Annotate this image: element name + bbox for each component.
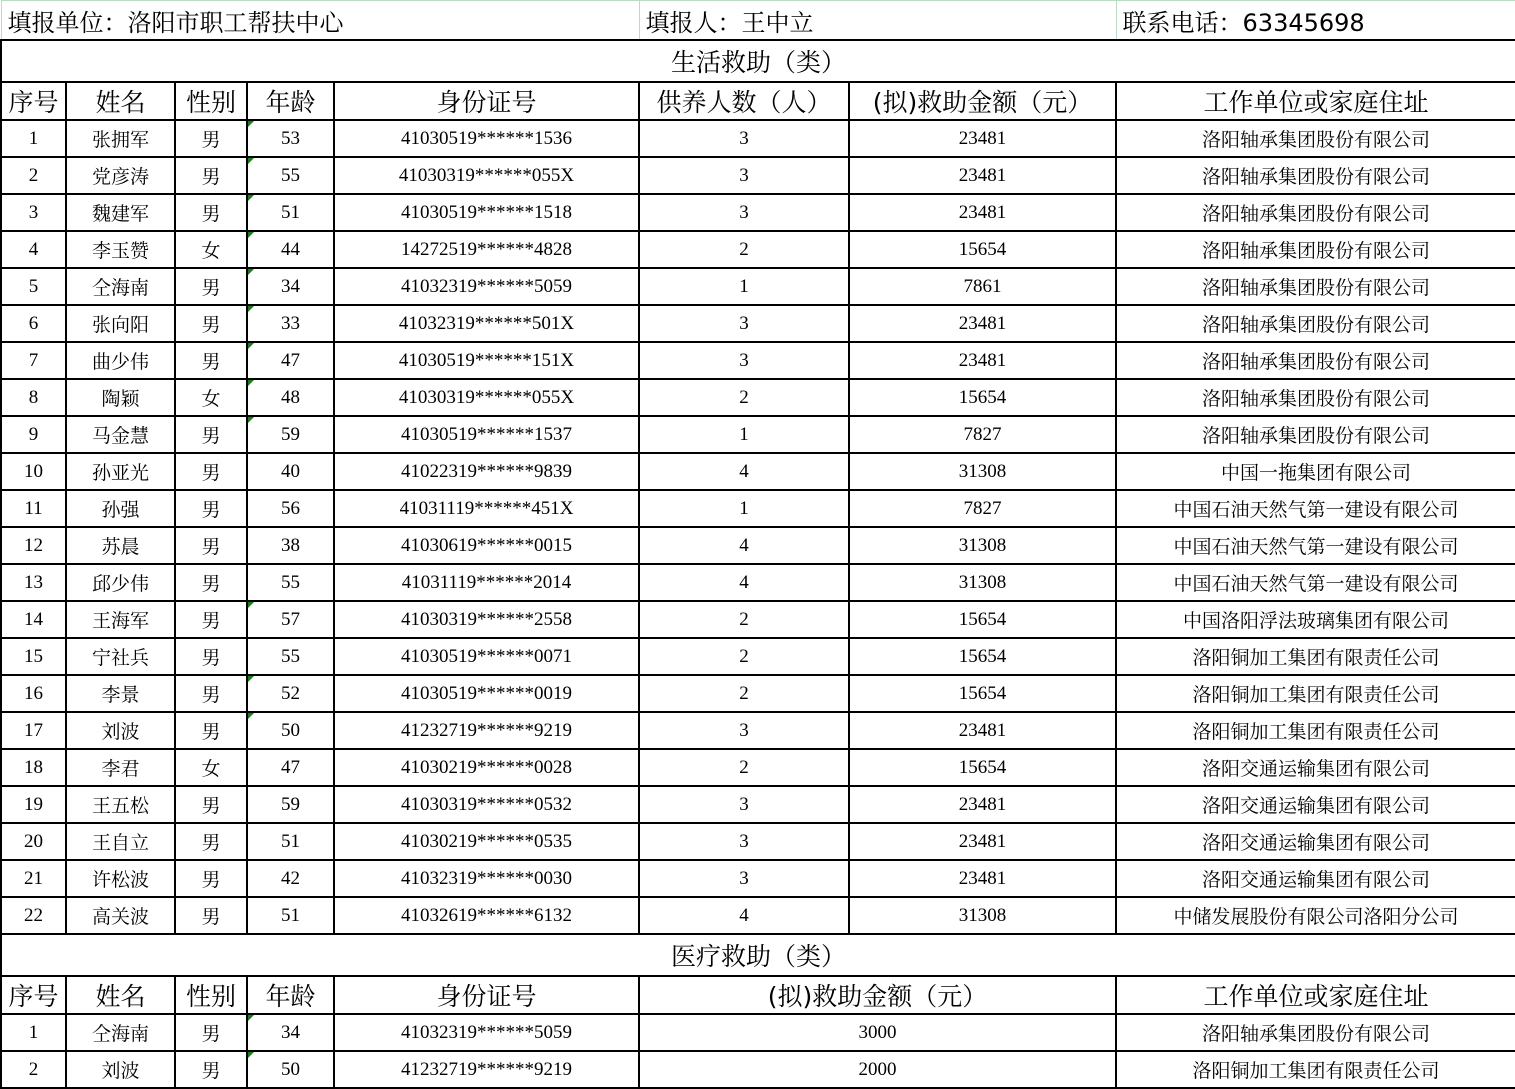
table-row [1, 1051, 1515, 1088]
col-header-no[interactable]: 序号 [1, 82, 66, 120]
cell-name[interactable]: 李君 [66, 749, 175, 786]
cell-id-number[interactable]: 41031119******2014 [334, 564, 639, 601]
cell-name[interactable]: 王五松 [66, 786, 175, 823]
col-header-name[interactable]: 姓名 [66, 82, 175, 120]
cell-gender[interactable]: 男 [175, 527, 247, 564]
cell-employer[interactable]: 洛阳轴承集团股份有限公司 [1116, 379, 1515, 416]
cell-employer[interactable]: 洛阳铜加工集团有限责任公司 [1116, 638, 1515, 675]
cell-gender[interactable]: 男 [175, 490, 247, 527]
cell-gender[interactable]: 男 [175, 897, 247, 934]
cell-dependents[interactable]: 4 [639, 527, 849, 564]
reporter[interactable]: 填报人：王中立 [639, 1, 1116, 41]
table-row [1, 601, 1515, 638]
table-row [1, 305, 1515, 342]
cell-id-number[interactable]: 41232719******9219 [334, 712, 639, 749]
cell-employer[interactable]: 中国石油天然气第一建设有限公司 [1116, 490, 1515, 527]
cell-no[interactable]: 2 [1, 157, 66, 194]
cell-age[interactable]: 42 [247, 860, 334, 897]
cell-id-number[interactable]: 41030619******0015 [334, 527, 639, 564]
cell-employer[interactable]: 洛阳铜加工集团有限责任公司 [1116, 1051, 1515, 1088]
cell-no[interactable]: 16 [1, 675, 66, 712]
cell-no[interactable]: 7 [1, 342, 66, 379]
cell-dependents[interactable]: 2 [639, 601, 849, 638]
table-row [1, 490, 1515, 527]
cell-age[interactable]: 56 [247, 490, 334, 527]
col-header-employer[interactable]: 工作单位或家庭住址 [1116, 976, 1515, 1014]
living-section-title-row [1, 40, 1515, 82]
cell-age[interactable]: 50 [247, 712, 334, 749]
cell-no[interactable]: 13 [1, 564, 66, 601]
col-header-amount[interactable]: (拟)救助金额（元） [849, 82, 1116, 120]
cell-id-number[interactable]: 41030519******1518 [334, 194, 639, 231]
cell-age[interactable]: 59 [247, 416, 334, 453]
cell-age[interactable]: 53 [247, 120, 334, 157]
cell-gender[interactable]: 男 [175, 1014, 247, 1051]
cell-amount[interactable]: 15654 [849, 675, 1116, 712]
cell-amount[interactable]: 3000 [639, 1014, 1116, 1051]
cell-dependents[interactable]: 3 [639, 712, 849, 749]
table-row [1, 749, 1515, 786]
cell-employer[interactable]: 洛阳轴承集团股份有限公司 [1116, 416, 1515, 453]
cell-age[interactable]: 47 [247, 749, 334, 786]
table-row [1, 527, 1515, 564]
col-header-amount[interactable]: (拟)救助金额（元） [639, 976, 1116, 1014]
cell-no[interactable]: 22 [1, 897, 66, 934]
table-row [1, 379, 1515, 416]
cell-employer[interactable]: 中国洛阳浮法玻璃集团有限公司 [1116, 601, 1515, 638]
cell-name[interactable]: 苏晨 [66, 527, 175, 564]
col-header-age[interactable]: 年龄 [247, 976, 334, 1014]
col-header-no[interactable]: 序号 [1, 976, 66, 1014]
table-row [1, 1014, 1515, 1051]
cell-age[interactable]: 57 [247, 601, 334, 638]
cell-gender[interactable]: 男 [175, 268, 247, 305]
cell-id-number[interactable]: 14272519******4828 [334, 231, 639, 268]
cell-age[interactable]: 55 [247, 638, 334, 675]
cell-id-number[interactable]: 41030519******1537 [334, 416, 639, 453]
cell-employer[interactable]: 洛阳轴承集团股份有限公司 [1116, 231, 1515, 268]
cell-id-number[interactable]: 41030219******0028 [334, 749, 639, 786]
cell-employer[interactable]: 洛阳轴承集团股份有限公司 [1116, 305, 1515, 342]
cell-employer[interactable]: 洛阳交通运输集团有限公司 [1116, 823, 1515, 860]
cell-gender[interactable]: 男 [175, 860, 247, 897]
cell-dependents[interactable]: 3 [639, 157, 849, 194]
cell-id-number[interactable]: 41030519******0019 [334, 675, 639, 712]
cell-amount[interactable]: 23481 [849, 712, 1116, 749]
col-header-dependents[interactable]: 供养人数（人） [639, 82, 849, 120]
cell-name[interactable]: 党彦涛 [66, 157, 175, 194]
cell-gender[interactable]: 男 [175, 638, 247, 675]
cell-amount[interactable]: 15654 [849, 379, 1116, 416]
cell-age[interactable]: 52 [247, 675, 334, 712]
cell-gender[interactable]: 男 [175, 601, 247, 638]
cell-employer[interactable]: 洛阳铜加工集团有限责任公司 [1116, 675, 1515, 712]
reporting-unit[interactable]: 填报单位：洛阳市职工帮扶中心 [1, 1, 639, 41]
table-row [1, 120, 1515, 157]
cell-dependents[interactable]: 1 [639, 490, 849, 527]
cell-name[interactable]: 刘波 [66, 1051, 175, 1088]
cell-employer[interactable]: 洛阳轴承集团股份有限公司 [1116, 1014, 1515, 1051]
cell-no[interactable]: 11 [1, 490, 66, 527]
cell-name[interactable]: 马金慧 [66, 416, 175, 453]
cell-dependents[interactable]: 1 [639, 416, 849, 453]
cell-id-number[interactable]: 41232719******9219 [334, 1051, 639, 1088]
cell-employer[interactable]: 洛阳交通运输集团有限公司 [1116, 786, 1515, 823]
cell-employer[interactable]: 洛阳轴承集团股份有限公司 [1116, 342, 1515, 379]
col-header-gender[interactable]: 性别 [175, 976, 247, 1014]
cell-amount[interactable]: 15654 [849, 749, 1116, 786]
contact-phone[interactable]: 联系电话：63345698 [1116, 1, 1515, 41]
cell-gender[interactable]: 男 [175, 416, 247, 453]
cell-amount[interactable]: 31308 [849, 897, 1116, 934]
cell-gender[interactable]: 男 [175, 675, 247, 712]
table-row [1, 268, 1515, 305]
cell-dependents[interactable]: 2 [639, 638, 849, 675]
col-header-gender[interactable]: 性别 [175, 82, 247, 120]
cell-id-number[interactable]: 41030219******0535 [334, 823, 639, 860]
cell-employer[interactable]: 洛阳交通运输集团有限公司 [1116, 749, 1515, 786]
col-header-age[interactable]: 年龄 [247, 82, 334, 120]
cell-amount[interactable]: 23481 [849, 342, 1116, 379]
cell-name[interactable]: 邱少伟 [66, 564, 175, 601]
cell-no[interactable]: 21 [1, 860, 66, 897]
col-header-id[interactable]: 身份证号 [334, 82, 639, 120]
cell-no[interactable]: 12 [1, 527, 66, 564]
table-row [1, 897, 1515, 934]
cell-no[interactable]: 8 [1, 379, 66, 416]
col-header-employer[interactable]: 工作单位或家庭住址 [1116, 82, 1515, 120]
cell-no[interactable]: 18 [1, 749, 66, 786]
cell-name[interactable]: 高关波 [66, 897, 175, 934]
cell-employer[interactable]: 洛阳轴承集团股份有限公司 [1116, 120, 1515, 157]
table-row [1, 231, 1515, 268]
cell-amount[interactable]: 23481 [849, 786, 1116, 823]
table-row [1, 823, 1515, 860]
cell-gender[interactable]: 男 [175, 1051, 247, 1088]
table-row [1, 712, 1515, 749]
cell-name[interactable]: 许松波 [66, 860, 175, 897]
cell-amount[interactable]: 23481 [849, 157, 1116, 194]
cell-employer[interactable]: 洛阳交通运输集团有限公司 [1116, 860, 1515, 897]
table-row [1, 564, 1515, 601]
cell-gender[interactable]: 男 [175, 786, 247, 823]
cell-dependents[interactable]: 3 [639, 786, 849, 823]
table-row [1, 157, 1515, 194]
cell-no[interactable]: 15 [1, 638, 66, 675]
cell-name[interactable]: 宁社兵 [66, 638, 175, 675]
cell-dependents[interactable]: 4 [639, 897, 849, 934]
cell-id-number[interactable]: 41032319******0030 [334, 860, 639, 897]
cell-no[interactable]: 10 [1, 453, 66, 490]
cell-age[interactable]: 33 [247, 305, 334, 342]
cell-name[interactable]: 张向阳 [66, 305, 175, 342]
cell-dependents[interactable]: 2 [639, 231, 849, 268]
cell-dependents[interactable]: 4 [639, 453, 849, 490]
cell-gender[interactable]: 男 [175, 120, 247, 157]
cell-age[interactable]: 55 [247, 564, 334, 601]
cell-amount[interactable]: 23481 [849, 194, 1116, 231]
cell-id-number[interactable]: 41032619******6132 [334, 897, 639, 934]
cell-id-number[interactable]: 41030319******055X [334, 379, 639, 416]
cell-age[interactable]: 59 [247, 786, 334, 823]
table-row [1, 638, 1515, 675]
cell-gender[interactable]: 男 [175, 453, 247, 490]
cell-dependents[interactable]: 3 [639, 342, 849, 379]
cell-no[interactable]: 1 [1, 1014, 66, 1051]
cell-no[interactable]: 19 [1, 786, 66, 823]
cell-age[interactable]: 34 [247, 1014, 334, 1051]
cell-dependents[interactable]: 1 [639, 268, 849, 305]
cell-name[interactable]: 曲少伟 [66, 342, 175, 379]
cell-amount[interactable]: 7827 [849, 416, 1116, 453]
cell-employer[interactable]: 中国石油天然气第一建设有限公司 [1116, 564, 1515, 601]
cell-amount[interactable]: 7827 [849, 490, 1116, 527]
cell-employer[interactable]: 洛阳铜加工集团有限责任公司 [1116, 712, 1515, 749]
cell-name[interactable]: 仝海南 [66, 268, 175, 305]
cell-amount[interactable]: 31308 [849, 564, 1116, 601]
table-row [1, 786, 1515, 823]
cell-name[interactable]: 仝海南 [66, 1014, 175, 1051]
table-row [1, 453, 1515, 490]
cell-amount[interactable]: 31308 [849, 453, 1116, 490]
cell-dependents[interactable]: 3 [639, 823, 849, 860]
cell-dependents[interactable]: 4 [639, 564, 849, 601]
medical-section-title-row [1, 934, 1515, 976]
cell-name[interactable]: 李玉赞 [66, 231, 175, 268]
cell-amount[interactable]: 23481 [849, 120, 1116, 157]
cell-id-number[interactable]: 41030519******0071 [334, 638, 639, 675]
cell-gender[interactable]: 女 [175, 379, 247, 416]
cell-no[interactable]: 4 [1, 231, 66, 268]
cell-amount[interactable]: 7861 [849, 268, 1116, 305]
cell-employer[interactable]: 中国一拖集团有限公司 [1116, 453, 1515, 490]
cell-dependents[interactable]: 2 [639, 749, 849, 786]
cell-gender[interactable]: 女 [175, 749, 247, 786]
cell-id-number[interactable]: 41032319******5059 [334, 1014, 639, 1051]
table-row [1, 342, 1515, 379]
cell-no[interactable]: 14 [1, 601, 66, 638]
table-row [1, 194, 1515, 231]
cell-employer[interactable]: 中储发展股份有限公司洛阳分公司 [1116, 897, 1515, 934]
cell-id-number[interactable]: 41030319******2558 [334, 601, 639, 638]
cell-gender[interactable]: 男 [175, 157, 247, 194]
cell-id-number[interactable]: 41030319******0532 [334, 786, 639, 823]
cell-no[interactable]: 2 [1, 1051, 66, 1088]
cell-no[interactable]: 1 [1, 120, 66, 157]
report-meta-row [1, 1, 1515, 41]
col-header-id[interactable]: 身份证号 [334, 976, 639, 1014]
col-header-name[interactable]: 姓名 [66, 976, 175, 1014]
cell-name[interactable]: 刘波 [66, 712, 175, 749]
cell-gender[interactable]: 男 [175, 305, 247, 342]
medical-column-headers [1, 976, 1515, 1014]
cell-name[interactable]: 张拥军 [66, 120, 175, 157]
cell-age[interactable]: 55 [247, 157, 334, 194]
living-column-headers [1, 82, 1515, 120]
cell-name[interactable]: 王海军 [66, 601, 175, 638]
cell-amount[interactable]: 23481 [849, 305, 1116, 342]
cell-amount[interactable]: 23481 [849, 823, 1116, 860]
table-row [1, 416, 1515, 453]
cell-amount[interactable]: 15654 [849, 638, 1116, 675]
cell-age[interactable]: 47 [247, 342, 334, 379]
cell-employer[interactable]: 洛阳轴承集团股份有限公司 [1116, 194, 1515, 231]
cell-id-number[interactable]: 41032319******501X [334, 305, 639, 342]
cell-name[interactable]: 魏建军 [66, 194, 175, 231]
cell-id-number[interactable]: 41030519******151X [334, 342, 639, 379]
cell-id-number[interactable]: 41022319******9839 [334, 453, 639, 490]
cell-no[interactable]: 3 [1, 194, 66, 231]
cell-name[interactable]: 孙强 [66, 490, 175, 527]
cell-amount[interactable]: 31308 [849, 527, 1116, 564]
cell-amount[interactable]: 23481 [849, 860, 1116, 897]
cell-no[interactable]: 20 [1, 823, 66, 860]
living-section-title[interactable]: 生活救助（类） [1, 40, 1515, 82]
cell-no[interactable]: 5 [1, 268, 66, 305]
cell-age[interactable]: 51 [247, 194, 334, 231]
cell-employer[interactable]: 洛阳轴承集团股份有限公司 [1116, 157, 1515, 194]
cell-gender[interactable]: 男 [175, 342, 247, 379]
cell-id-number[interactable]: 41031119******451X [334, 490, 639, 527]
cell-age[interactable]: 50 [247, 1051, 334, 1088]
cell-gender[interactable]: 女 [175, 231, 247, 268]
cell-gender[interactable]: 男 [175, 564, 247, 601]
table-row [1, 675, 1515, 712]
cell-dependents[interactable]: 3 [639, 194, 849, 231]
cell-age[interactable]: 51 [247, 897, 334, 934]
cell-dependents[interactable]: 2 [639, 675, 849, 712]
cell-gender[interactable]: 男 [175, 823, 247, 860]
cell-no[interactable]: 17 [1, 712, 66, 749]
table-row [1, 860, 1515, 897]
cell-amount[interactable]: 15654 [849, 601, 1116, 638]
cell-name[interactable]: 陶颖 [66, 379, 175, 416]
cell-employer[interactable]: 洛阳轴承集团股份有限公司 [1116, 268, 1515, 305]
cell-amount[interactable]: 2000 [639, 1051, 1116, 1088]
cell-gender[interactable]: 男 [175, 194, 247, 231]
cell-age[interactable]: 48 [247, 379, 334, 416]
medical-section-title[interactable]: 医疗救助（类） [1, 934, 1515, 976]
cell-amount[interactable]: 15654 [849, 231, 1116, 268]
cell-id-number[interactable]: 41032319******5059 [334, 268, 639, 305]
cell-age[interactable]: 34 [247, 268, 334, 305]
cell-no[interactable]: 6 [1, 305, 66, 342]
cell-name[interactable]: 李景 [66, 675, 175, 712]
cell-name[interactable]: 王自立 [66, 823, 175, 860]
cell-id-number[interactable]: 41030519******1536 [334, 120, 639, 157]
cell-dependents[interactable]: 3 [639, 860, 849, 897]
cell-id-number[interactable]: 41030319******055X [334, 157, 639, 194]
cell-employer[interactable]: 中国石油天然气第一建设有限公司 [1116, 527, 1515, 564]
cell-name[interactable]: 孙亚光 [66, 453, 175, 490]
cell-age[interactable]: 44 [247, 231, 334, 268]
cell-gender[interactable]: 男 [175, 712, 247, 749]
cell-dependents[interactable]: 3 [639, 120, 849, 157]
cell-no[interactable]: 9 [1, 416, 66, 453]
cell-age[interactable]: 51 [247, 823, 334, 860]
cell-age[interactable]: 38 [247, 527, 334, 564]
cell-dependents[interactable]: 3 [639, 305, 849, 342]
cell-age[interactable]: 40 [247, 453, 334, 490]
cell-dependents[interactable]: 2 [639, 379, 849, 416]
